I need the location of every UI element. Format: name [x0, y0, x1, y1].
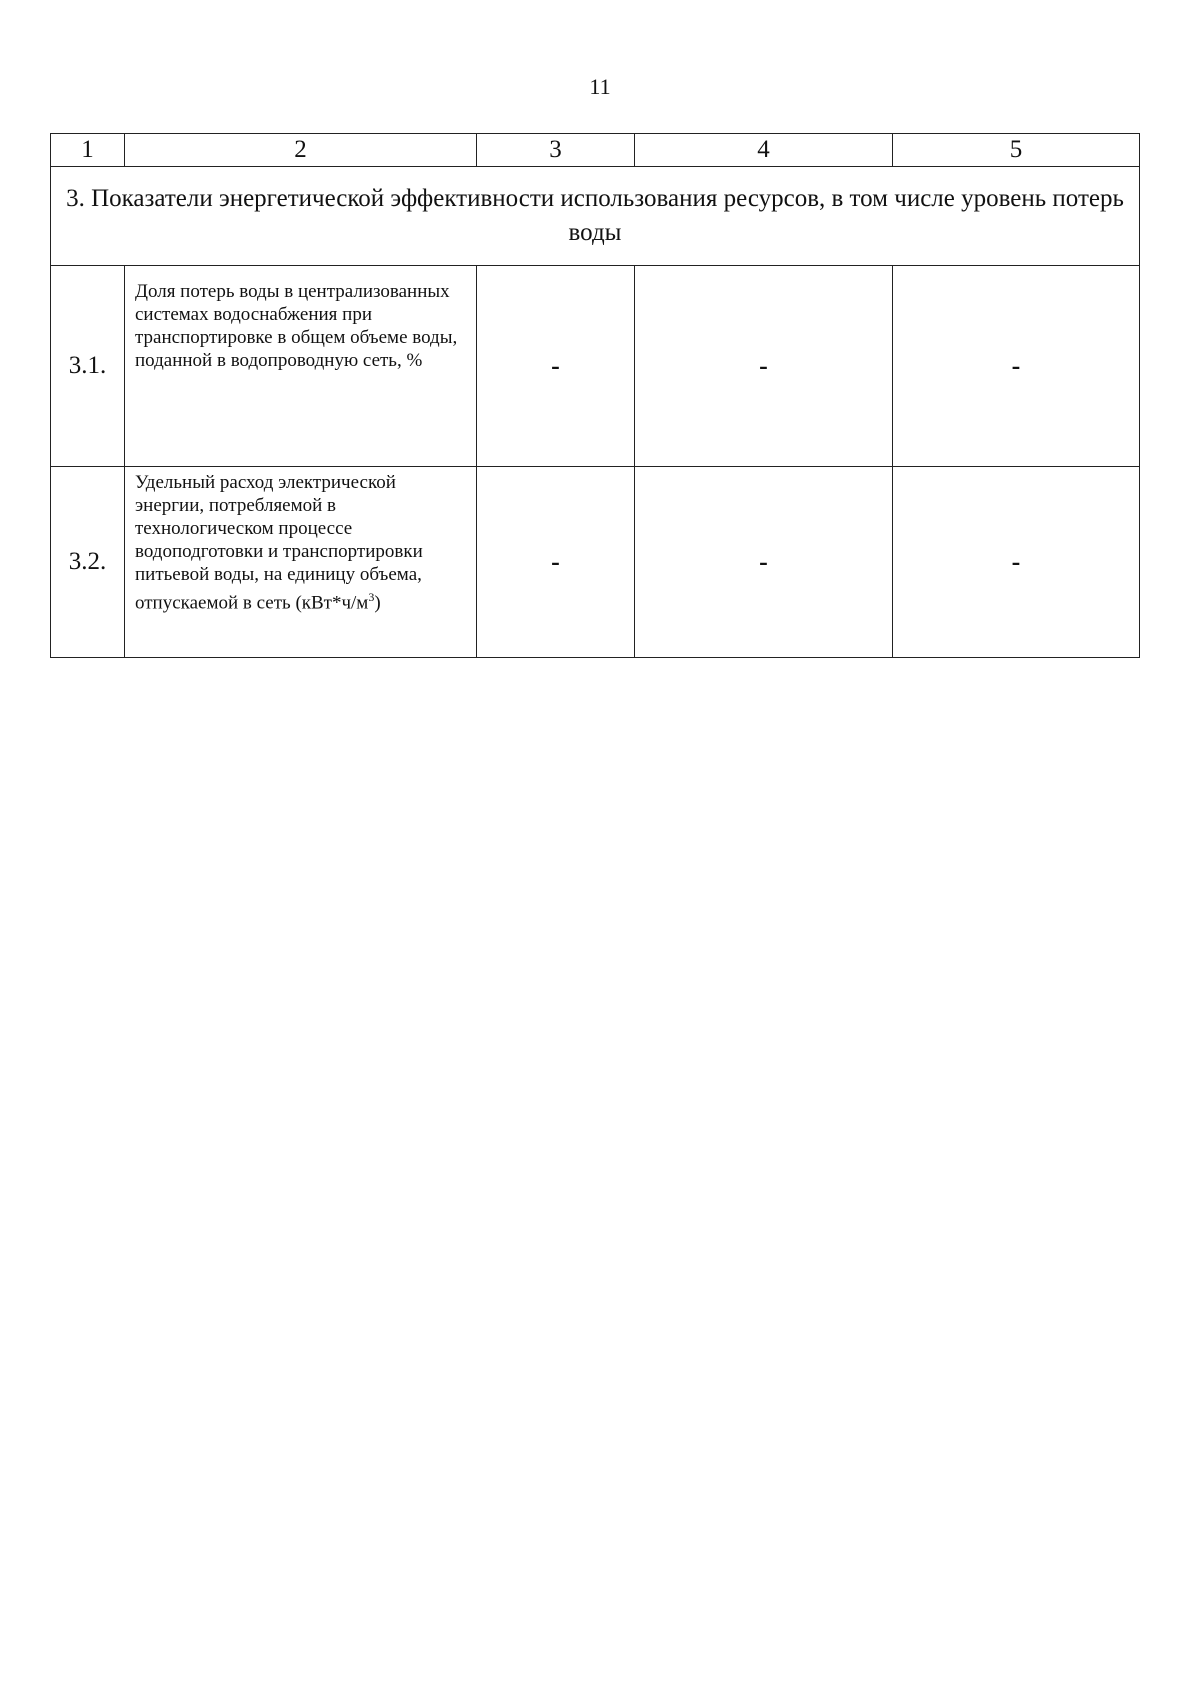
column-header-4: 4	[635, 134, 893, 167]
column-header-row	[51, 134, 1140, 167]
table-row	[51, 467, 1140, 658]
column-header-2: 2	[125, 134, 477, 167]
row-value-col5: -	[893, 266, 1140, 467]
row-value-col5: -	[893, 467, 1140, 658]
row-number: 3.1.	[51, 266, 125, 467]
row-description-end: )	[374, 592, 381, 614]
section-title-row	[51, 167, 1140, 266]
row-description: Доля потерь воды в централизованных системах водоснабжения при транспортировке в общем объеме воды, поданной в водопроводную сеть, %	[125, 266, 477, 467]
column-header-1: 1	[51, 134, 125, 167]
table-row	[51, 266, 1140, 467]
row-number: 3.2.	[51, 467, 125, 658]
indicators-table	[50, 133, 1140, 658]
column-header-5: 5	[893, 134, 1140, 167]
row-description-main: Удельный расход электрической энергии, потребляемой в технологическом процессе водоподготовки и транспортировки питьевой воды, на единицу объема, отпускаемой в сеть (кВт*ч/м	[135, 472, 423, 614]
unit-exponent: 3	[368, 590, 375, 604]
row-description	[125, 467, 477, 658]
row-value-col4: -	[635, 266, 893, 467]
row-value-col4: -	[635, 467, 893, 658]
page-number: 11	[589, 74, 611, 99]
row-value-col3: -	[477, 467, 635, 658]
column-header-3: 3	[477, 134, 635, 167]
section-title: 3. Показатели энергетической эффективности использования ресурсов, в том числе уровень потерь воды	[51, 167, 1140, 266]
row-value-col3: -	[477, 266, 635, 467]
